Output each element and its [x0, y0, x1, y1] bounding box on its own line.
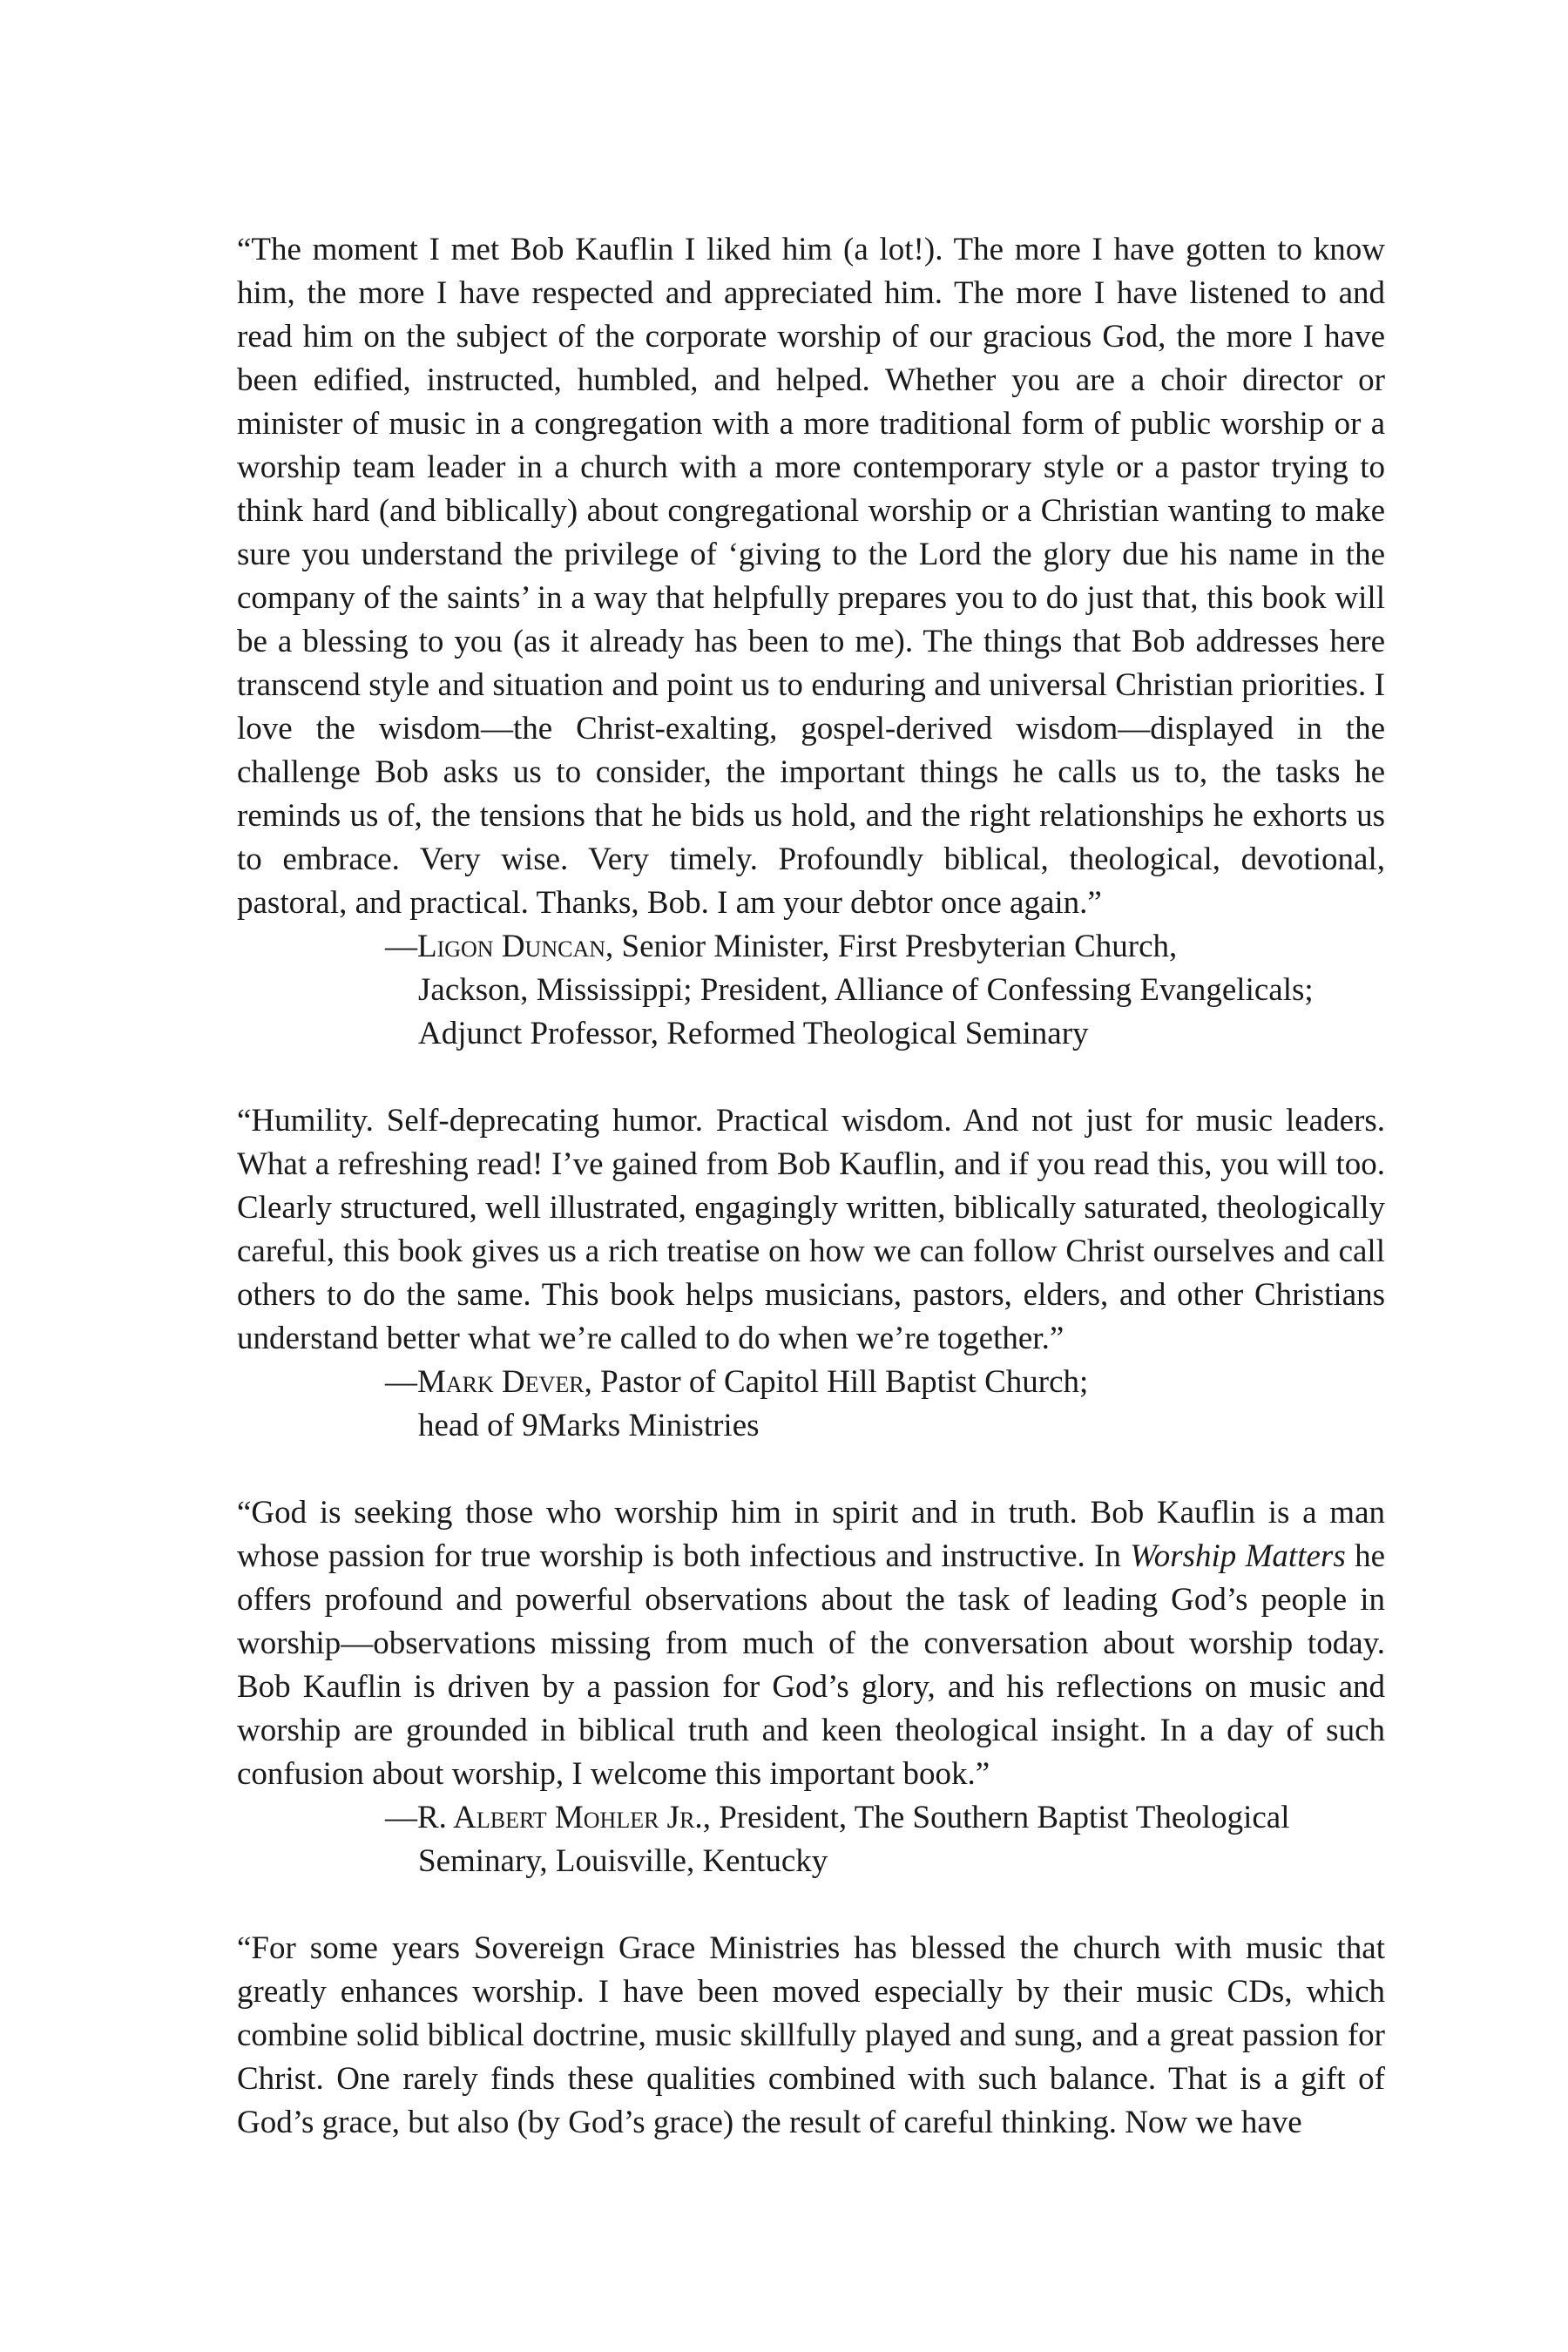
endorsement-attribution	[237, 1361, 1385, 1448]
dash: —	[385, 929, 417, 964]
endorser-role: , Pastor of Capitol Hill Baptist Church;	[584, 1364, 1089, 1400]
endorsement-attribution	[237, 925, 1385, 1056]
attribution-line	[385, 925, 1385, 969]
endorser-role: Seminary, Louisville, Kentucky	[418, 1843, 828, 1879]
quote-text-end: Christians understand better what we’re called to do when we’re together.”	[237, 1277, 1386, 1356]
dash: —	[385, 1800, 417, 1835]
endorser-name: Ligon Duncan	[417, 929, 606, 964]
endorsement-quote	[237, 228, 1385, 925]
quote-text: “The moment I met Bob Kauflin I liked him (a lot!). The more I have gotten to know him, the more I have respected and appreciated him. The more I have listened to and read him on the subject of the corporate worship of our gracious God, the more I have been edified, instructed, humbled, and helped. Whether you are a choir director or minister of music in a congregation with a more traditional form of public worship or a worship team leader in a church with a more contemporary style or a pastor trying to think hard (and biblically) about congregational worship or a Christian wanting to make sure you understand the privilege of ‘giving to the Lord the glory due his name in the company of the saints’ in a way that helpfully prepares you to do just that, this book will be a blessing to you (as it already has been to me). The things that Bob addresses here transcend style and situation and point us to enduring and universal Christian priorities. I love the wisdom—the Christ-exalting, gospel-derived wisdom—displayed in the challenge Bob asks us to consider, the important things he calls us to, the tasks he reminds us of, the tensions that he bids us hold, and the right relationships he exhorts us to embrace. Very wise. Very timely. Profoundly biblical, theological,	[237, 232, 1385, 877]
endorser-role: Adjunct Professor, Reformed Theological Seminary	[418, 1016, 1089, 1051]
quote-text: he offers profound and powerful observations about the task of leading God’s people in worship—observations missing from much of the conversation about worship today. Bob Kauflin is driven by a passion for God’s glory, and his reflections on music and worship are grounded in biblical truth and keen theological insight. In a day of	[237, 1538, 1385, 1748]
attribution-line	[385, 1796, 1385, 1840]
quote-text: “God is seeking those who worship him in spirit and in truth. Bob Kauflin is a man whose passion for true worship is both infectious and instructive. In	[237, 1495, 1385, 1574]
book-title: Worship Matters	[1130, 1538, 1346, 1574]
quote-text-end: such confusion about worship, I welcome this important book.”	[237, 1713, 1385, 1792]
endorser-role: , President, The Southern Baptist Theological	[702, 1800, 1290, 1835]
endorsement-quote	[237, 1927, 1385, 2145]
endorser-name: Mark Dever	[417, 1364, 585, 1400]
endorser-role: , Senior Minister, First Presbyterian Church,	[605, 929, 1178, 964]
endorsements-page	[237, 228, 1385, 2145]
endorser-role: head of 9Marks Ministries	[418, 1408, 760, 1443]
endorser-name: R. Albert Mohler Jr.	[417, 1800, 703, 1835]
dash: —	[385, 1364, 417, 1400]
quote-text: “Humility. Self-deprecating humor. Practical wisdom. And not just for music leaders. What a refreshing read! I’ve gained from Bob Kauflin, and if you read this, you will too. Clearly structured, well illustrated, engagingly written, biblically saturated, theologically careful, this book gives us a rich treatise on how we can follow Christ ourselves and call others to do the same. This book helps musicians, pastors, elders, and other	[237, 1103, 1385, 1313]
quote-text: “For some years Sovereign Grace Ministries has blessed the church with music that greatly enhances worship. I have been moved especially by their music CDs, which combine solid biblical doctrine, music skillfully played and sung, and a great passion for Christ. One rarely finds these qualities combined with such balance. That is a gift of God’s grace, but also (by God’s grace) the result of careful thinking. Now we have	[237, 1930, 1385, 2140]
quote-text-end: devotional, pastoral, and practical. Thanks, Bob. I am your debtor once again.”	[237, 841, 1385, 921]
endorsement-quote	[237, 1491, 1385, 1796]
endorsement-quote	[237, 1099, 1385, 1361]
endorser-role: Jackson, Mississippi; President, Alliance of Confessing Evangelicals;	[418, 972, 1314, 1008]
attribution-line	[385, 1361, 1385, 1404]
endorsement-attribution	[237, 1796, 1385, 1883]
